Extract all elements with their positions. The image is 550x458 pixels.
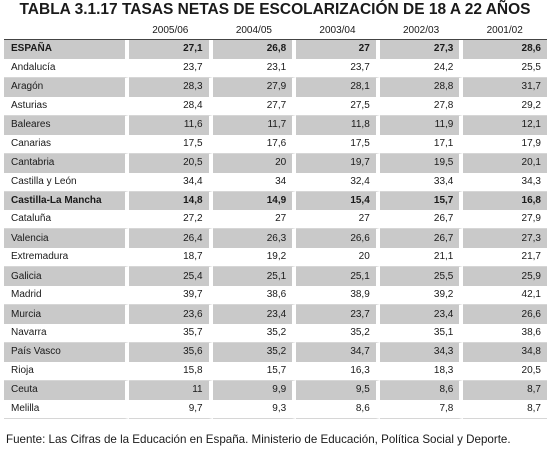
value-cell: 26,3 xyxy=(213,229,297,248)
region-cell: Ceuta xyxy=(4,381,129,400)
table-row xyxy=(4,400,547,419)
value-cell: 11,9 xyxy=(380,116,464,135)
value-cell: 8,7 xyxy=(463,381,547,400)
value-cell: 12,1 xyxy=(463,116,547,135)
value-cell: 11,8 xyxy=(296,116,380,135)
value-cell: 25,5 xyxy=(463,59,547,78)
region-cell: Castilla-La Mancha xyxy=(4,192,129,211)
source-note: Fuente: Las Cifras de la Educación en España. Ministerio de Educación, Política Social y Deporte. xyxy=(6,433,511,446)
value-cell: 34,3 xyxy=(463,173,547,192)
value-cell: 35,1 xyxy=(380,324,464,343)
table-row xyxy=(4,267,547,286)
value-cell: 19,2 xyxy=(213,248,297,267)
table-row xyxy=(4,192,547,211)
value-cell: 26,7 xyxy=(380,210,464,229)
value-cell: 15,4 xyxy=(296,192,380,211)
value-cell: 15,8 xyxy=(129,362,213,381)
value-cell: 17,5 xyxy=(129,135,213,154)
value-cell: 25,1 xyxy=(296,267,380,286)
value-cell: 18,7 xyxy=(129,248,213,267)
value-cell: 27,3 xyxy=(380,40,464,59)
value-cell: 29,2 xyxy=(463,97,547,116)
value-cell: 26,4 xyxy=(129,229,213,248)
value-cell: 11 xyxy=(129,381,213,400)
value-cell: 34,7 xyxy=(296,343,380,362)
region-cell: Cataluña xyxy=(4,210,129,229)
value-cell: 18,3 xyxy=(380,362,464,381)
region-cell: Madrid xyxy=(4,286,129,305)
value-cell: 20,1 xyxy=(463,154,547,173)
value-cell: 8,6 xyxy=(296,400,380,419)
value-cell: 7,8 xyxy=(380,400,464,419)
value-cell: 20 xyxy=(213,154,297,173)
value-cell: 17,9 xyxy=(463,135,547,154)
table-row xyxy=(4,248,547,267)
value-cell: 27 xyxy=(296,40,380,59)
table-row xyxy=(4,40,547,59)
column-header: 2004/05 xyxy=(213,22,297,40)
value-cell: 38,9 xyxy=(296,286,380,305)
value-cell: 38,6 xyxy=(213,286,297,305)
value-cell: 28,4 xyxy=(129,97,213,116)
value-cell: 28,8 xyxy=(380,78,464,97)
region-cell: Cantabria xyxy=(4,154,129,173)
value-cell: 39,2 xyxy=(380,286,464,305)
value-cell: 38,6 xyxy=(463,324,547,343)
table-row xyxy=(4,59,547,78)
value-cell: 26,6 xyxy=(463,305,547,324)
value-cell: 27,2 xyxy=(129,210,213,229)
value-cell: 26,6 xyxy=(296,229,380,248)
value-cell: 26,7 xyxy=(380,229,464,248)
table-row xyxy=(4,154,547,173)
value-cell: 23,4 xyxy=(380,305,464,324)
value-cell: 25,1 xyxy=(213,267,297,286)
region-column-header xyxy=(4,22,129,40)
value-cell: 21,7 xyxy=(463,248,547,267)
value-cell: 15,7 xyxy=(213,362,297,381)
table-row xyxy=(4,324,547,343)
value-cell: 25,9 xyxy=(463,267,547,286)
value-cell: 27,3 xyxy=(463,229,547,248)
region-cell: Baleares xyxy=(4,116,129,135)
table-row xyxy=(4,135,547,154)
value-cell: 14,8 xyxy=(129,192,213,211)
value-cell: 19,5 xyxy=(380,154,464,173)
region-cell: Extremadura xyxy=(4,248,129,267)
value-cell: 9,9 xyxy=(213,381,297,400)
value-cell: 26,8 xyxy=(213,40,297,59)
value-cell: 28,3 xyxy=(129,78,213,97)
column-header: 2005/06 xyxy=(129,22,213,40)
value-cell: 20,5 xyxy=(463,362,547,381)
value-cell: 25,5 xyxy=(380,267,464,286)
value-cell: 34,4 xyxy=(129,173,213,192)
column-header: 2001/02 xyxy=(463,22,547,40)
value-cell: 35,2 xyxy=(213,324,297,343)
region-cell: ESPAÑA xyxy=(4,40,129,59)
value-cell: 23,7 xyxy=(129,59,213,78)
header-row xyxy=(4,22,547,40)
value-cell: 19,7 xyxy=(296,154,380,173)
value-cell: 20 xyxy=(296,248,380,267)
value-cell: 34,8 xyxy=(463,343,547,362)
region-cell: Galicia xyxy=(4,267,129,286)
region-cell: Valencia xyxy=(4,229,129,248)
value-cell: 35,6 xyxy=(129,343,213,362)
value-cell: 27,5 xyxy=(296,97,380,116)
column-header: 2002/03 xyxy=(380,22,464,40)
value-cell: 9,5 xyxy=(296,381,380,400)
value-cell: 28,1 xyxy=(296,78,380,97)
value-cell: 27 xyxy=(296,210,380,229)
value-cell: 11,6 xyxy=(129,116,213,135)
value-cell: 9,7 xyxy=(129,400,213,419)
value-cell: 24,2 xyxy=(380,59,464,78)
value-cell: 35,2 xyxy=(296,324,380,343)
value-cell: 16,3 xyxy=(296,362,380,381)
value-cell: 17,6 xyxy=(213,135,297,154)
region-cell: Castilla y León xyxy=(4,173,129,192)
table-row xyxy=(4,97,547,116)
value-cell: 20,5 xyxy=(129,154,213,173)
value-cell: 33,4 xyxy=(380,173,464,192)
value-cell: 27,8 xyxy=(380,97,464,116)
value-cell: 34,3 xyxy=(380,343,464,362)
value-cell: 9,3 xyxy=(213,400,297,419)
value-cell: 42,1 xyxy=(463,286,547,305)
enrollment-rates-table xyxy=(4,22,547,419)
value-cell: 31,7 xyxy=(463,78,547,97)
region-cell: Rioja xyxy=(4,362,129,381)
value-cell: 11,7 xyxy=(213,116,297,135)
table-title: TABLA 3.1.17 TASAS NETAS DE ESCOLARIZACIÓN DE 18 A 22 AÑOS xyxy=(19,1,531,18)
table-row xyxy=(4,78,547,97)
region-cell: Murcia xyxy=(4,305,129,324)
table-row xyxy=(4,210,547,229)
value-cell: 8,7 xyxy=(463,400,547,419)
value-cell: 17,1 xyxy=(380,135,464,154)
value-cell: 35,7 xyxy=(129,324,213,343)
table-row xyxy=(4,305,547,324)
value-cell: 34 xyxy=(213,173,297,192)
table-row xyxy=(4,343,547,362)
value-cell: 15,7 xyxy=(380,192,464,211)
table-row xyxy=(4,286,547,305)
value-cell: 27,7 xyxy=(213,97,297,116)
table-row xyxy=(4,229,547,248)
column-header: 2003/04 xyxy=(296,22,380,40)
value-cell: 27 xyxy=(213,210,297,229)
value-cell: 27,9 xyxy=(213,78,297,97)
table-row xyxy=(4,173,547,192)
region-cell: Andalucía xyxy=(4,59,129,78)
region-cell: Melilla xyxy=(4,400,129,419)
value-cell: 23,7 xyxy=(296,305,380,324)
value-cell: 21,1 xyxy=(380,248,464,267)
table-row xyxy=(4,116,547,135)
value-cell: 27,9 xyxy=(463,210,547,229)
value-cell: 14,9 xyxy=(213,192,297,211)
table-row xyxy=(4,381,547,400)
value-cell: 27,1 xyxy=(129,40,213,59)
value-cell: 8,6 xyxy=(380,381,464,400)
value-cell: 25,4 xyxy=(129,267,213,286)
region-cell: Canarias xyxy=(4,135,129,154)
value-cell: 39,7 xyxy=(129,286,213,305)
region-cell: Asturias xyxy=(4,97,129,116)
table-row xyxy=(4,362,547,381)
region-cell: Navarra xyxy=(4,324,129,343)
value-cell: 23,4 xyxy=(213,305,297,324)
value-cell: 23,7 xyxy=(296,59,380,78)
region-cell: País Vasco xyxy=(4,343,129,362)
value-cell: 16,8 xyxy=(463,192,547,211)
value-cell: 35,2 xyxy=(213,343,297,362)
value-cell: 17,5 xyxy=(296,135,380,154)
region-cell: Aragón xyxy=(4,78,129,97)
value-cell: 32,4 xyxy=(296,173,380,192)
value-cell: 23,6 xyxy=(129,305,213,324)
value-cell: 23,1 xyxy=(213,59,297,78)
value-cell: 28,6 xyxy=(463,40,547,59)
